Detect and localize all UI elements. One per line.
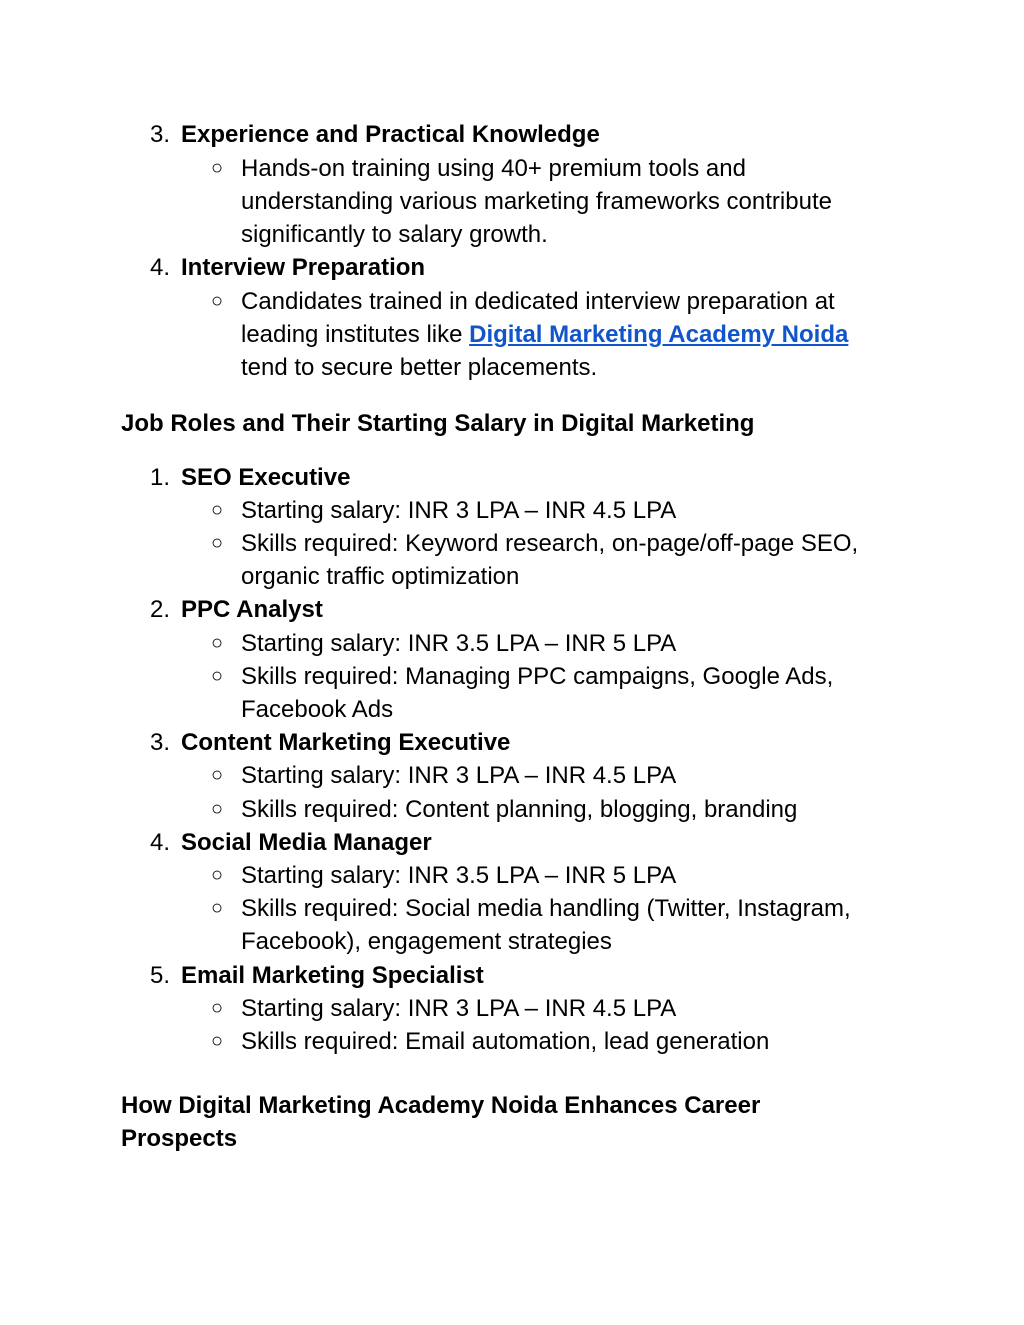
list-number: 3. [150, 121, 171, 148]
skills-line: Skills required: Social media handling (Twitter, Instagram, [241, 895, 851, 922]
skills-line: Skills required: Managing PPC campaigns, Google Ads, [241, 663, 834, 690]
list-item-title: Interview Preparation [181, 254, 426, 281]
bullet-circle-icon: ○ [211, 532, 224, 554]
list-item-title: Experience and Practical Knowledge [181, 121, 600, 148]
bullet-circle-icon: ○ [211, 632, 224, 654]
bullet-circle-icon: ○ [211, 1030, 224, 1052]
bullet-circle-icon: ○ [211, 897, 224, 919]
salary-line: Starting salary: INR 3.5 LPA – INR 5 LPA [241, 630, 677, 657]
salary-line: Starting salary: INR 3 LPA – INR 4.5 LPA [241, 995, 677, 1022]
job-role-title: Social Media Manager [181, 829, 432, 856]
skills-line: Skills required: Email automation, lead generation [241, 1028, 770, 1055]
section-heading: Prospects [121, 1125, 238, 1152]
bullet-circle-icon: ○ [211, 764, 224, 786]
skills-line: Facebook), engagement strategies [241, 928, 612, 955]
paragraph-line: understanding various marketing frameworks contribute [241, 188, 832, 215]
job-role-title: Email Marketing Specialist [181, 962, 484, 989]
bullet-circle-icon: ○ [211, 290, 224, 312]
academy-link[interactable]: Digital Marketing Academy Noida [469, 321, 849, 348]
skills-line: organic traffic optimization [241, 563, 520, 590]
section-heading: How Digital Marketing Academy Noida Enhances Career [121, 1092, 761, 1119]
paragraph-line: significantly to salary growth. [241, 221, 548, 248]
skills-line: Skills required: Keyword research, on-page/off-page SEO, [241, 530, 859, 557]
skills-line: Facebook Ads [241, 696, 394, 723]
list-number: 2. [150, 596, 171, 623]
paragraph-line [241, 318, 848, 351]
bullet-circle-icon: ○ [211, 997, 224, 1019]
salary-line: Starting salary: INR 3.5 LPA – INR 5 LPA [241, 862, 677, 889]
list-number: 4. [150, 829, 171, 856]
section-heading: Job Roles and Their Starting Salary in Digital Marketing [121, 410, 755, 437]
paragraph-line: Hands-on training using 40+ premium tools and [241, 155, 746, 182]
list-number: 3. [150, 729, 171, 756]
paragraph-line: Candidates trained in dedicated interview preparation at [241, 288, 835, 315]
job-role-title: PPC Analyst [181, 596, 323, 623]
bullet-circle-icon: ○ [211, 864, 224, 886]
list-number: 5. [150, 962, 171, 989]
bullet-circle-icon: ○ [211, 665, 224, 687]
skills-line: Skills required: Content planning, blogging, branding [241, 796, 798, 823]
bullet-circle-icon: ○ [211, 157, 224, 179]
salary-line: Starting salary: INR 3 LPA – INR 4.5 LPA [241, 762, 677, 789]
list-number: 4. [150, 254, 171, 281]
job-role-title: Content Marketing Executive [181, 729, 511, 756]
list-number: 1. [150, 464, 171, 491]
paragraph-text: leading institutes like [241, 321, 470, 348]
bullet-circle-icon: ○ [211, 499, 224, 521]
bullet-circle-icon: ○ [211, 798, 224, 820]
job-role-title: SEO Executive [181, 464, 351, 491]
paragraph-line: tend to secure better placements. [241, 354, 598, 381]
salary-line: Starting salary: INR 3 LPA – INR 4.5 LPA [241, 497, 677, 524]
